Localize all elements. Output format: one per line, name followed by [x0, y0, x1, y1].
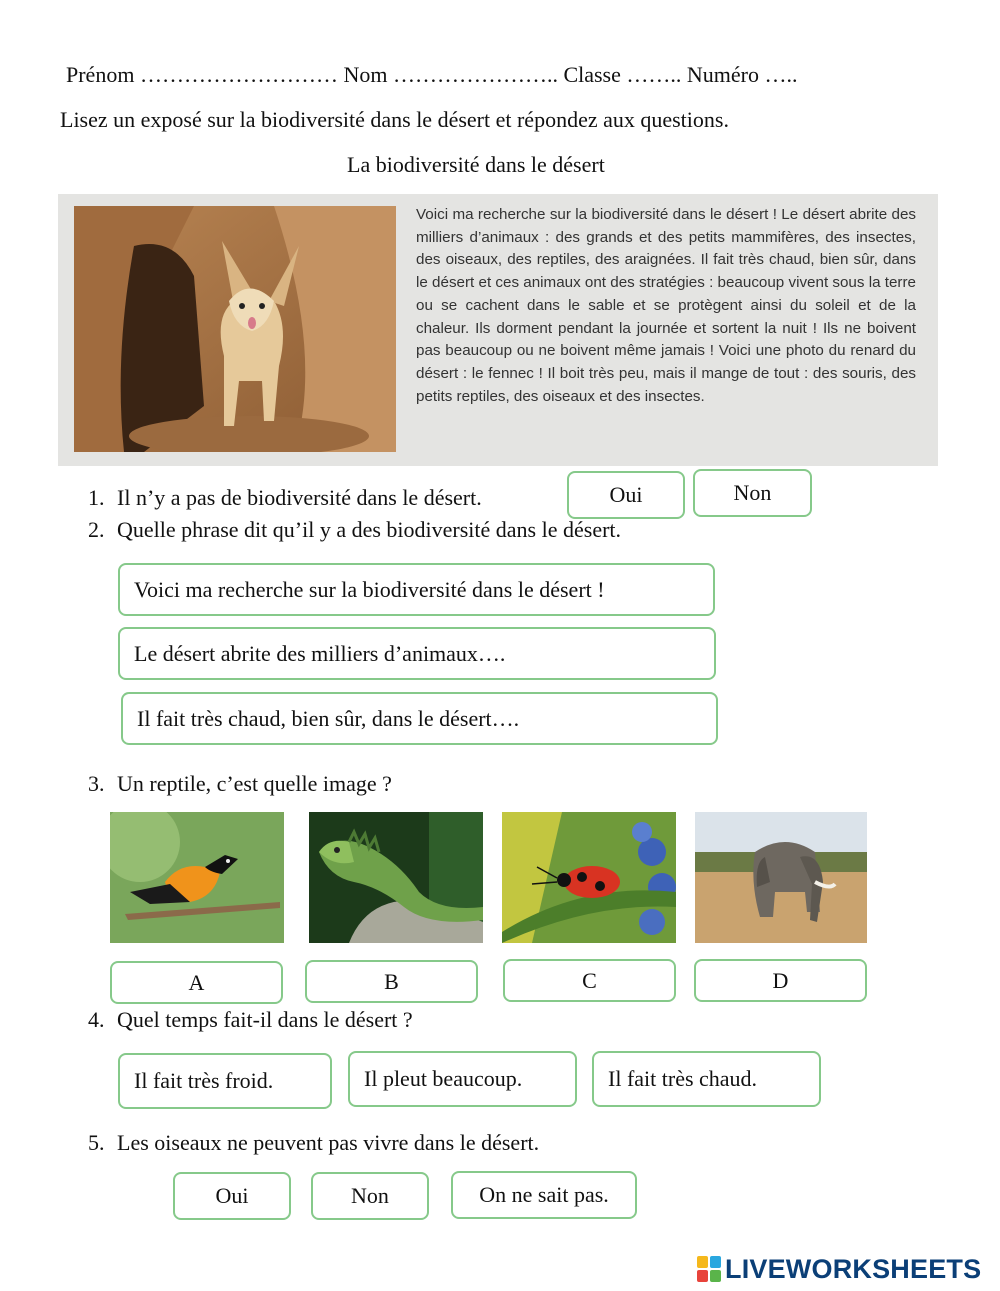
q5-non-button[interactable]: Non — [311, 1172, 429, 1220]
q2-option-1-button[interactable]: Voici ma recherche sur la biodiversité dans le désert ! — [118, 563, 715, 616]
question-1-number: 1. — [88, 485, 105, 510]
article-text: Voici ma recherche sur la biodiversité dans le désert ! Le désert abrite des milliers d’animaux : des grands et des petits mammifères, des insectes, des oiseaux, des reptiles, des araignées. Il fait très chaud, bien sûr, dans le désert et ces animaux ont des stratégies : beaucoup vivent sous la terre ou se cachent dans le sable et se protègent ainsi du soleil et de la chaleur. Ils dorment pendant la journée et sortent la nuit ! Ils ne boivent pas beaucoup ou ne boivent même jamais ! Voici une photo du renard du désert : le fennec ! Il boit très peu, mais il mange de tout : des souris, des petits reptiles, des oiseaux et des insectes. — [416, 206, 916, 405]
insect-image — [502, 812, 676, 943]
question-4-number: 4. — [88, 1007, 105, 1032]
question-5-text: Les oiseaux ne peuvent pas vivre dans le désert. — [117, 1130, 540, 1155]
liveworksheets-logo — [697, 1254, 981, 1284]
q5-oui-button[interactable]: Oui — [173, 1172, 291, 1220]
q4-option-1-button[interactable]: Il fait très froid. — [118, 1053, 332, 1109]
question-5-number: 5. — [88, 1130, 105, 1155]
student-info-line: Prénom ……………………… Nom ………………….. Classe …….. Numéro ….. — [66, 62, 798, 87]
question-4-text: Quel temps fait-il dans le désert ? — [117, 1007, 413, 1032]
liveworksheets-brand-text: LIVEWORKSHEETS — [725, 1253, 982, 1284]
q1-oui-button[interactable]: Oui — [567, 471, 685, 519]
q3-option-c-button[interactable]: C — [503, 959, 676, 1002]
question-3-text: Un reptile, c’est quelle image ? — [117, 771, 392, 796]
q4-option-2-button[interactable]: Il pleut beaucoup. — [348, 1051, 577, 1107]
q5-option-3-button[interactable]: On ne sait pas. — [451, 1171, 637, 1219]
question-3-number: 3. — [88, 771, 105, 796]
page-title: La biodiversité dans le désert — [347, 152, 605, 177]
q4-option-3-button[interactable]: Il fait très chaud. — [592, 1051, 821, 1107]
question-2-text: Quelle phrase dit qu’il y a des biodiversité dans le désert. — [117, 517, 622, 542]
q2-option-3-button[interactable]: Il fait très chaud, bien sûr, dans le désert…. — [121, 692, 718, 745]
question-2-number: 2. — [88, 517, 105, 542]
q3-option-a-button[interactable]: A — [110, 961, 283, 1004]
bird-image — [110, 812, 284, 943]
liveworksheets-logo-icon — [697, 1256, 721, 1282]
elephant-image — [695, 812, 867, 943]
instructions: Lisez un exposé sur la biodiversité dans le désert et répondez aux questions. — [60, 107, 729, 132]
q3-option-d-button[interactable]: D — [694, 959, 867, 1002]
fennec-photo — [74, 206, 396, 452]
q3-option-b-button[interactable]: B — [305, 960, 478, 1003]
q2-option-2-button[interactable]: Le désert abrite des milliers d’animaux…. — [118, 627, 716, 680]
iguana-image — [309, 812, 483, 943]
q1-non-button[interactable]: Non — [693, 469, 812, 517]
article-scan — [58, 194, 938, 466]
question-1-text: Il n’y a pas de biodiversité dans le désert. — [117, 485, 482, 510]
